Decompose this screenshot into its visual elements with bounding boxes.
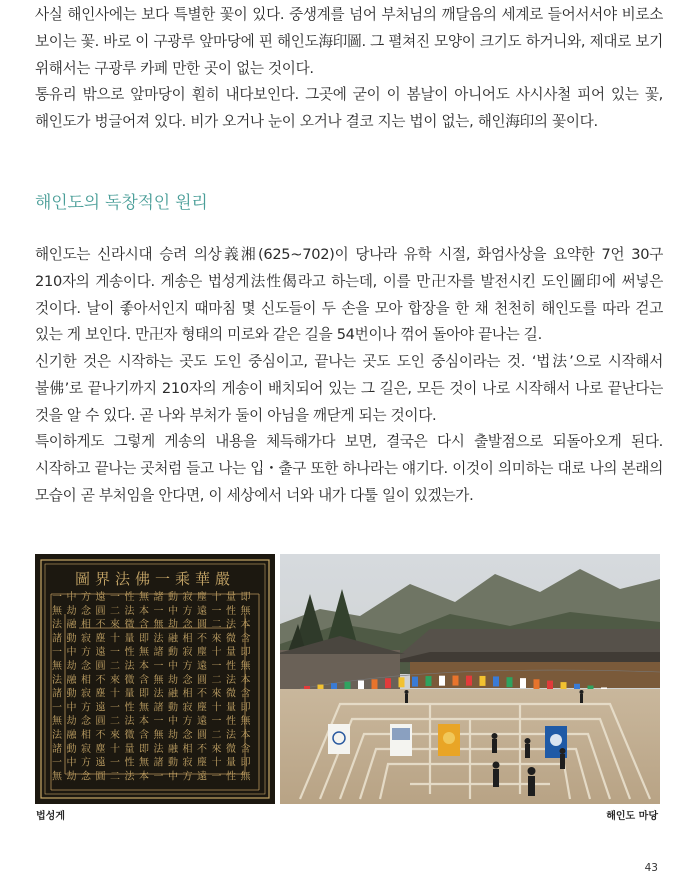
board-glyph: 量: [124, 633, 135, 645]
beopseongge-board-photo: [35, 554, 275, 804]
right-photo-caption: 해인도 마당: [606, 811, 658, 822]
board-glyph: 諸: [52, 633, 62, 645]
board-glyph: 無: [139, 592, 149, 603]
board-glyph: 劫: [66, 771, 77, 783]
board-glyph: 劫: [168, 730, 178, 741]
board-glyph: 方: [81, 757, 91, 769]
board-glyph: 本: [240, 619, 251, 631]
board-glyph: 相: [81, 619, 91, 631]
board-glyph: 來: [110, 619, 120, 631]
board-glyph: 法: [124, 716, 135, 728]
board-glyph: 無: [139, 702, 149, 714]
board-glyph: 寂: [81, 633, 91, 645]
board-glyph: 圓: [197, 674, 207, 686]
left-photo-caption: 법성게: [36, 811, 65, 822]
board-glyph: 一: [110, 592, 120, 603]
bunting-flag: [534, 679, 540, 689]
board-glyph: 遠: [197, 661, 207, 672]
board-glyph: 量: [226, 702, 236, 714]
board-glyph: 塵: [197, 757, 207, 769]
board-glyph: 微: [124, 674, 135, 686]
board-glyph: 量: [226, 592, 236, 603]
board-glyph: 含: [240, 633, 251, 645]
board-glyph: 即: [139, 743, 149, 755]
board-glyph: 性: [124, 757, 135, 769]
bunting-flag: [480, 676, 486, 686]
board-glyph: 法: [153, 688, 164, 700]
board-glyph: 圓: [95, 771, 106, 783]
board-glyph: 念: [182, 674, 193, 686]
board-glyph: 二: [211, 730, 222, 741]
board-glyph: 一: [52, 647, 62, 659]
board-glyph: 性: [124, 592, 135, 603]
board-glyph: 塵: [197, 647, 207, 659]
board-glyph: 不: [197, 633, 207, 645]
board-glyph: 動: [66, 633, 77, 645]
board-glyph: 劫: [66, 661, 77, 672]
board-glyph: 寂: [81, 688, 91, 700]
board-glyph: 中: [168, 716, 178, 728]
board-glyph: 動: [168, 592, 178, 603]
board-glyph: 相: [182, 743, 193, 755]
board-glyph: 法: [226, 674, 236, 686]
board-glyph: 寂: [182, 647, 193, 659]
board-glyph: 遠: [197, 605, 207, 617]
board-glyph: 本: [139, 661, 149, 672]
board-glyph: 中: [168, 771, 178, 783]
board-glyph: 微: [226, 688, 236, 700]
board-glyph: 方: [182, 716, 193, 728]
board-glyph: 中: [66, 757, 77, 769]
board-glyph: 遠: [197, 716, 207, 728]
board-glyph: 二: [110, 661, 120, 672]
board-glyph: 一: [52, 702, 62, 714]
board-glyph: 微: [226, 633, 236, 645]
board-glyph: 寂: [182, 757, 193, 769]
board-glyph: 無: [52, 661, 62, 672]
board-glyph: 法: [52, 730, 62, 741]
board-glyph: 性: [226, 716, 236, 728]
board-glyph: 法: [124, 605, 135, 617]
board-glyph: 不: [95, 619, 106, 631]
board-glyph: 相: [182, 688, 193, 700]
bunting-flag: [372, 679, 378, 689]
board-glyph: 來: [211, 743, 222, 755]
board-glyph: 法: [226, 730, 236, 741]
bunting-flag: [520, 678, 526, 688]
bunting-flag: [439, 676, 445, 686]
bunting-flag: [426, 676, 432, 686]
board-glyph: 一: [211, 661, 222, 672]
board-glyph: 遠: [95, 647, 106, 659]
board-glyph: 二: [211, 619, 222, 631]
board-glyph: 融: [168, 743, 178, 755]
board-glyph: 劫: [66, 716, 77, 728]
board-glyph: 圓: [197, 730, 207, 741]
board-glyph: 無: [240, 716, 251, 728]
board-glyph: 本: [139, 716, 149, 728]
board-glyph: 微: [226, 743, 236, 755]
board-glyph: 來: [110, 674, 120, 686]
board-glyph: 諸: [153, 702, 164, 714]
board-glyph: 十: [110, 743, 120, 755]
board-glyph: 相: [182, 633, 193, 645]
board-glyph: 融: [66, 674, 77, 686]
bunting-flag: [493, 676, 499, 686]
board-glyph: 無: [139, 757, 149, 769]
courtyard-illustration: [280, 554, 660, 804]
board-glyph: 圓: [197, 619, 207, 631]
board-glyph: 即: [240, 757, 251, 769]
bunting-flag: [358, 680, 364, 690]
body-paragraph-3: 특이하게도 그렇게 게송의 내용을 체득해가다 보면, 결국은 다시 출발점으로 되돌아오게 된다. 시작하고 끝나는 곳처럼 들고 나는 입・출구 또한 하나라는 얘기다. 이것이 의미하는 대로 나의 본래의 모습이 곧 부처임을 안다면, 이 세상에서 너와 내가 다툴 일이 있겠는가.: [35, 433, 663, 504]
board-glyph: 融: [168, 633, 178, 645]
board-glyph: 中: [168, 661, 178, 672]
board-glyph: 即: [139, 633, 149, 645]
board-glyph: 諸: [153, 757, 164, 769]
board-glyph: 十: [211, 702, 222, 714]
bunting-flag: [399, 677, 405, 687]
board-glyph: 一: [110, 647, 120, 659]
board-glyph: 一: [211, 771, 222, 783]
board-glyph: 動: [168, 757, 178, 769]
board-glyph: 含: [139, 619, 149, 631]
body-paragraph-2: 신기한 것은 시작하는 곳도 도인 중심이고, 끝나는 곳도 도인 중심이라는 것. ‘법法’으로 시작해서 불佛’로 끝나기까지 210자의 게송이 배치되어 있는 그 길은, 모든 것이 나로 시작해서 나로 끝난다는 것을 알 수 있다. 곧 나와 부처가 둘이 아님을 깨닫게 되는 것이다.: [35, 353, 663, 424]
board-glyph: 寂: [81, 743, 91, 755]
board-glyph: 塵: [95, 633, 106, 645]
board-glyph: 遠: [95, 592, 106, 603]
board-glyph: 無: [52, 605, 62, 617]
board-glyph: 性: [226, 661, 236, 672]
board-glyph: 一: [211, 605, 222, 617]
board-glyph: 十: [110, 688, 120, 700]
board-glyph: 法: [52, 674, 62, 686]
board-glyph: 法: [226, 619, 236, 631]
board-glyph: 本: [139, 771, 149, 783]
board-glyph: 方: [81, 647, 91, 659]
board-glyph: 劫: [168, 674, 178, 686]
board-glyph: 塵: [95, 688, 106, 700]
board-glyph: 二: [211, 674, 222, 686]
board-glyph: 來: [211, 688, 222, 700]
board-glyph: 無: [52, 771, 62, 783]
board-glyph: 一: [211, 716, 222, 728]
board-glyph: 本: [240, 730, 251, 741]
board-glyph: 量: [226, 647, 236, 659]
intro-paragraph-1: 사실 해인사에는 보다 특별한 꽃이 있다. 중생계를 넘어 부처님의 깨달음의 세계로 들어서서야 비로소 보이는 꽃. 바로 이 구광루 앞마당에 핀 해인도海印圖. 그 펼쳐진 모양이 크기도 하거니와, 제대로 보기 위해서는 구광루 카페 만한 곳이 없는 것이다.: [35, 6, 663, 77]
board-glyph: 含: [240, 743, 251, 755]
board-glyph: 動: [66, 743, 77, 755]
board-glyph: 無: [240, 605, 251, 617]
board-title: 圖界法佛一乘華嚴: [74, 570, 236, 588]
board-glyph: 方: [182, 605, 193, 617]
board-glyph: 寂: [182, 592, 193, 603]
board-glyph: 法: [52, 619, 62, 631]
board-glyph: 含: [139, 730, 149, 741]
board-glyph: 二: [110, 605, 120, 617]
board-glyph: 性: [124, 647, 135, 659]
board-glyph: 念: [81, 661, 91, 672]
board-glyph: 中: [66, 702, 77, 714]
board-glyph: 動: [168, 647, 178, 659]
page-number: 43: [644, 862, 658, 874]
board-glyph: 諸: [153, 592, 164, 603]
board-glyph: 念: [182, 619, 193, 631]
board-glyph: 方: [182, 771, 193, 783]
board-glyph: 塵: [95, 743, 106, 755]
board-glyph: 中: [168, 605, 178, 617]
board-glyph: 法: [153, 743, 164, 755]
board-glyph: 無: [153, 730, 164, 741]
board-glyph: 動: [66, 688, 77, 700]
bunting-flag: [385, 678, 391, 688]
board-glyph: 無: [153, 674, 164, 686]
section-heading: 해인도의 독창적인 원리: [35, 193, 208, 213]
board-glyph: 遠: [95, 757, 106, 769]
board-glyph: 不: [197, 688, 207, 700]
board-glyph: 不: [95, 674, 106, 686]
board-illustration: [35, 554, 275, 804]
board-glyph: 無: [240, 661, 251, 672]
board-glyph: 諸: [52, 743, 62, 755]
bunting-flag: [412, 677, 418, 687]
board-glyph: 法: [124, 771, 135, 783]
board-glyph: 相: [81, 674, 91, 686]
board-glyph: 中: [66, 592, 77, 603]
board-glyph: 法: [124, 661, 135, 672]
board-glyph: 方: [81, 702, 91, 714]
haeindo-courtyard-photo: [280, 554, 660, 804]
board-glyph: 量: [124, 688, 135, 700]
bunting-flag: [466, 676, 472, 686]
board-glyph: 即: [240, 647, 251, 659]
board-glyph: 來: [110, 730, 120, 741]
intro-paragraph-2: 통유리 밖으로 앞마당이 훤히 내다보인다. 그곳에 굳이 이 봄날이 아니어도 사시사철 피어 있는 꽃, 해인도가 벙글어져 있다. 비가 오거나 눈이 오거나 결코 지는 법이 없는, 해인海印의 꽃이다.: [35, 86, 663, 130]
board-glyph: 圓: [95, 661, 106, 672]
body-paragraph-1: 해인도는 신라시대 승려 의상義湘(625~702)이 당나라 유학 시절, 화엄사상을 요약한 7언 30구 210자의 게송이다. 게송은 법성게法性偈라고 하는데, 이를 만卍자를 발전시킨 도인圖印에 써넣은 것이다. 날이 좋아서인지 때마침 몇 신도들이 두 손을 모아 합장을 한 채 천천히 해인도를 따라 걷고 있는 게 보인다. 만卍자 형태의 미로와 같은 길을 54번이나 꺾어 돌아야 끝나는 길.: [35, 246, 663, 344]
board-glyph: 動: [168, 702, 178, 714]
board-glyph: 念: [182, 730, 193, 741]
board-glyph: 量: [226, 757, 236, 769]
board-glyph: 含: [139, 674, 149, 686]
board-glyph: 諸: [153, 647, 164, 659]
board-glyph: 十: [110, 633, 120, 645]
board-glyph: 十: [211, 757, 222, 769]
board-glyph: 無: [240, 771, 251, 783]
board-glyph: 諸: [52, 688, 62, 700]
board-glyph: 無: [52, 716, 62, 728]
board-glyph: 來: [211, 633, 222, 645]
board-glyph: 方: [182, 661, 193, 672]
board-glyph: 念: [81, 716, 91, 728]
board-glyph: 即: [240, 592, 251, 603]
board-glyph: 念: [81, 605, 91, 617]
board-glyph: 中: [66, 647, 77, 659]
bunting-flag: [453, 676, 459, 686]
board-glyph: 不: [197, 743, 207, 755]
board-glyph: 寂: [182, 702, 193, 714]
board-glyph: 融: [168, 688, 178, 700]
board-glyph: 融: [66, 619, 77, 631]
board-glyph: 本: [240, 674, 251, 686]
board-glyph: 遠: [197, 771, 207, 783]
board-glyph: 一: [153, 771, 164, 783]
board-glyph: 本: [139, 605, 149, 617]
board-glyph: 一: [153, 661, 164, 672]
board-glyph: 塵: [197, 592, 207, 603]
board-glyph: 無: [139, 647, 149, 659]
board-glyph: 微: [124, 730, 135, 741]
board-glyph: 相: [81, 730, 91, 741]
board-glyph: 劫: [168, 619, 178, 631]
board-glyph: 融: [66, 730, 77, 741]
board-glyph: 一: [110, 702, 120, 714]
board-glyph: 遠: [95, 702, 106, 714]
board-glyph: 性: [124, 702, 135, 714]
board-glyph: 性: [226, 605, 236, 617]
board-glyph: 一: [52, 592, 62, 603]
board-glyph: 含: [240, 688, 251, 700]
board-glyph: 無: [153, 619, 164, 631]
board-glyph: 一: [110, 757, 120, 769]
board-glyph: 法: [153, 633, 164, 645]
board-glyph: 一: [153, 605, 164, 617]
board-glyph: 一: [52, 757, 62, 769]
board-glyph: 塵: [197, 702, 207, 714]
board-glyph: 不: [95, 730, 106, 741]
board-glyph: 方: [81, 592, 91, 603]
board-glyph: 即: [139, 688, 149, 700]
board-glyph: 圓: [95, 716, 106, 728]
board-glyph: 二: [110, 716, 120, 728]
bunting-flag: [507, 677, 513, 687]
board-glyph: 念: [81, 771, 91, 783]
board-glyph: 即: [240, 702, 251, 714]
board-glyph: 性: [226, 771, 236, 783]
board-glyph: 一: [153, 716, 164, 728]
board-glyph: 劫: [66, 605, 77, 617]
board-glyph: 二: [110, 771, 120, 783]
board-glyph: 十: [211, 647, 222, 659]
board-glyph: 十: [211, 592, 222, 603]
board-glyph: 微: [124, 619, 135, 631]
board-glyph: 圓: [95, 605, 106, 617]
board-glyph: 量: [124, 743, 135, 755]
